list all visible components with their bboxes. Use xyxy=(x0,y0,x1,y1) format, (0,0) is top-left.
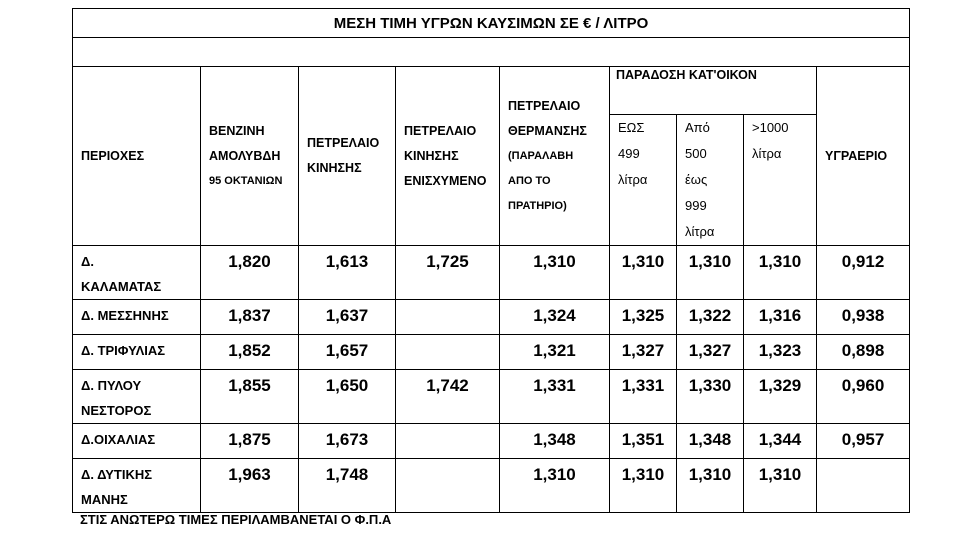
vat-footnote: ΣΤΙΣ ΑΝΩΤΕΡΩ ΤΙΜΕΣ ΠΕΡΙΛΑΜΒΑΝΕΤΑΙ Ο Φ.Π.Α xyxy=(80,512,392,527)
header-diesel: ΠΕΤΡΕΛΑΙΟ ΚΙΝΗΣΗΣ xyxy=(299,67,396,246)
price-cell: 1,742 xyxy=(396,370,500,424)
price-cell: 1,310 xyxy=(744,459,817,513)
area-name: Δ.ΟΙΧΑΛΙΑΣ xyxy=(73,424,201,459)
table-row xyxy=(73,335,910,370)
header-delivery-upto-499: ΕΩΣ 499 λίτρα xyxy=(610,115,677,246)
price-cell: 0,938 xyxy=(817,300,910,335)
blank-row xyxy=(73,38,910,67)
price-cell: 1,321 xyxy=(500,335,610,370)
price-cell: 1,673 xyxy=(299,424,396,459)
price-cell: 1,310 xyxy=(610,459,677,513)
price-cell: 1,327 xyxy=(610,335,677,370)
price-cell: 0,898 xyxy=(817,335,910,370)
price-cell: 1,310 xyxy=(500,459,610,513)
price-cell: 1,322 xyxy=(677,300,744,335)
price-cell: 1,963 xyxy=(201,459,299,513)
price-cell: 1,331 xyxy=(500,370,610,424)
area-name: Δ. ΔΥΤΙΚΗΣ ΜΑΝΗΣ xyxy=(73,459,201,513)
price-cell: 1,323 xyxy=(744,335,817,370)
price-cell: 1,837 xyxy=(201,300,299,335)
header-unleaded: ΒΕΝΖΙΝΗ ΑΜΟΛΥΒΔΗ 95 ΟΚΤΑΝΙΩΝ xyxy=(201,67,299,246)
price-cell: 1,348 xyxy=(500,424,610,459)
price-cell: 1,351 xyxy=(610,424,677,459)
price-cell xyxy=(396,300,500,335)
price-cell: 1,344 xyxy=(744,424,817,459)
price-cell: 0,960 xyxy=(817,370,910,424)
price-cell: 1,324 xyxy=(500,300,610,335)
header-areas: ΠΕΡΙΟΧΕΣ xyxy=(73,67,201,246)
price-cell: 1,310 xyxy=(500,246,610,300)
price-cell: 1,852 xyxy=(201,335,299,370)
price-cell: 0,912 xyxy=(817,246,910,300)
price-cell xyxy=(396,335,500,370)
table-row xyxy=(73,246,910,300)
price-cell: 1,327 xyxy=(677,335,744,370)
price-cell: 1,331 xyxy=(610,370,677,424)
price-cell xyxy=(396,424,500,459)
price-cell xyxy=(817,459,910,513)
header-lpg: ΥΓΡΑΕΡΙΟ xyxy=(817,67,910,246)
table-row xyxy=(73,459,910,513)
price-cell: 1,348 xyxy=(677,424,744,459)
price-cell: 1,725 xyxy=(396,246,500,300)
header-delivery-over-1000: >1000 λίτρα xyxy=(744,115,817,246)
price-cell: 1,325 xyxy=(610,300,677,335)
price-cell: 1,329 xyxy=(744,370,817,424)
price-cell xyxy=(396,459,500,513)
area-name: Δ. ΤΡΙΦΥΛΙΑΣ xyxy=(73,335,201,370)
header-diesel-enhanced: ΠΕΤΡΕΛΑΙΟ ΚΙΝΗΣΗΣ ΕΝΙΣΧΥΜΕΝΟ xyxy=(396,67,500,246)
table-body xyxy=(73,246,910,513)
price-cell: 1,657 xyxy=(299,335,396,370)
table-row xyxy=(73,424,910,459)
price-cell: 1,613 xyxy=(299,246,396,300)
price-cell: 1,855 xyxy=(201,370,299,424)
price-cell: 1,310 xyxy=(610,246,677,300)
area-name: Δ. ΜΕΣΣΗΝΗΣ xyxy=(73,300,201,335)
price-cell: 1,637 xyxy=(299,300,396,335)
area-name: Δ. ΠΥΛΟΥ ΝΕΣΤΟΡΟΣ xyxy=(73,370,201,424)
price-cell: 1,330 xyxy=(677,370,744,424)
price-cell: 1,310 xyxy=(744,246,817,300)
table-row xyxy=(73,370,910,424)
price-cell: 1,316 xyxy=(744,300,817,335)
price-cell: 1,650 xyxy=(299,370,396,424)
header-heating-oil: ΠΕΤΡΕΛΑΙΟ ΘΕΡΜΑΝΣΗΣ (ΠΑΡΑΛΑΒΗ ΑΠΟ ΤΟ ΠΡΑΤΗΡΙΟ) xyxy=(500,67,610,246)
price-cell: 1,875 xyxy=(201,424,299,459)
area-name: Δ. ΚΑΛΑΜΑΤΑΣ xyxy=(73,246,201,300)
price-cell: 1,310 xyxy=(677,459,744,513)
fuel-price-table xyxy=(72,8,910,513)
price-cell: 0,957 xyxy=(817,424,910,459)
table-title: ΜΕΣΗ ΤΙΜΗ ΥΓΡΩΝ ΚΑΥΣΙΜΩΝ ΣΕ € / ΛΙΤΡΟ xyxy=(73,9,910,38)
header-home-delivery: ΠΑΡΑΔΟΣΗ ΚΑΤ'ΟΙΚΟΝ xyxy=(610,67,817,115)
price-cell: 1,310 xyxy=(677,246,744,300)
header-delivery-500-999: Από 500 έως 999 λίτρα xyxy=(677,115,744,246)
price-cell: 1,748 xyxy=(299,459,396,513)
price-cell: 1,820 xyxy=(201,246,299,300)
table-row xyxy=(73,300,910,335)
